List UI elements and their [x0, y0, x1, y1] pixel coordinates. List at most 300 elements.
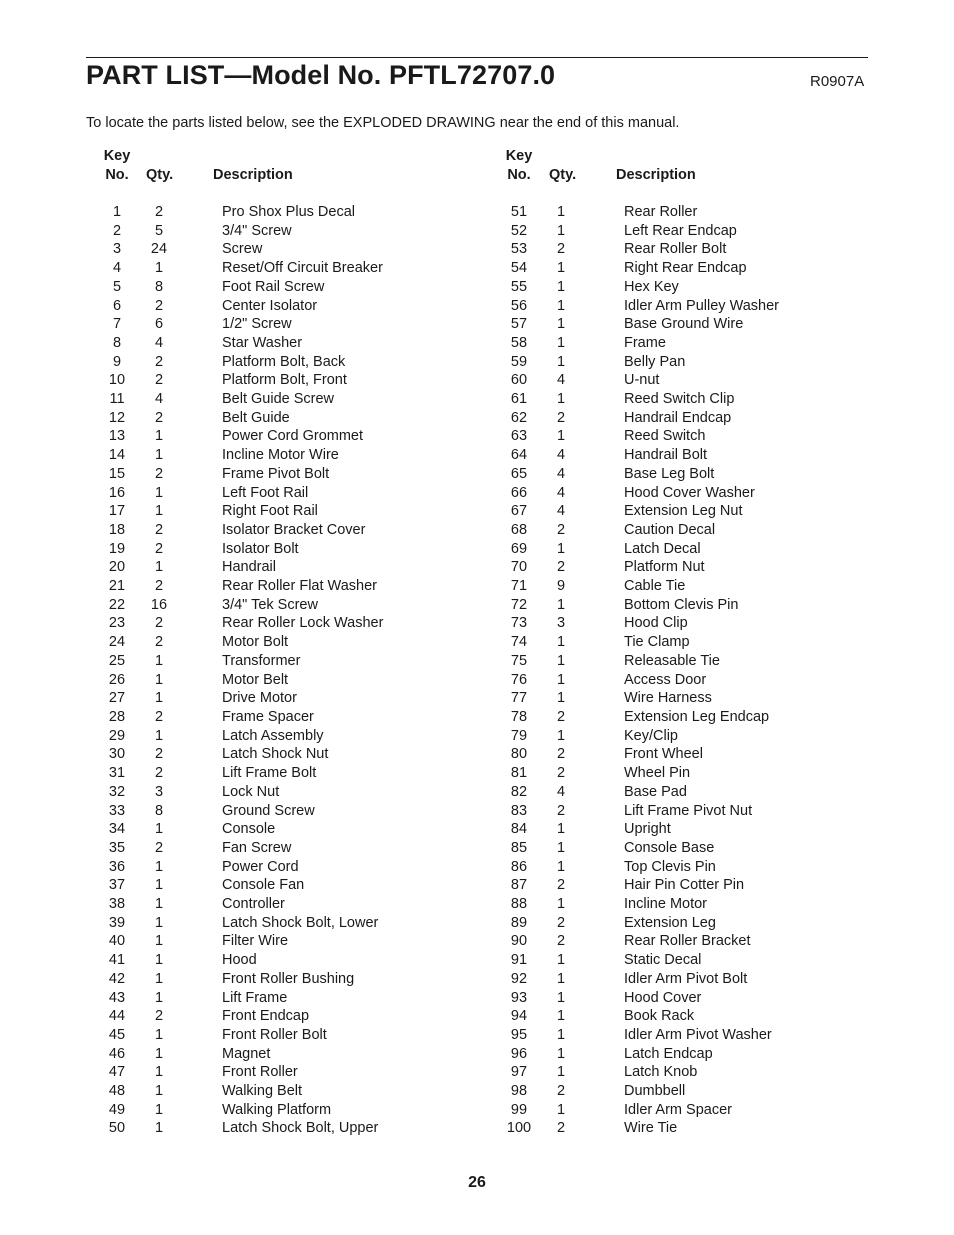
page-title: PART LIST—Model No. PFTL72707.0 [86, 60, 556, 90]
part-key-number: 75 [510, 652, 528, 669]
part-key-number: 3 [112, 241, 122, 258]
parts-row [497, 614, 877, 633]
part-quantity: 1 [556, 839, 566, 856]
part-quantity: 1 [556, 989, 566, 1006]
part-key-number: 89 [510, 914, 528, 931]
parts-row [95, 427, 475, 446]
part-key-number: 63 [510, 428, 528, 445]
parts-row [497, 1045, 877, 1064]
part-quantity: 1 [556, 428, 566, 445]
parts-row [95, 914, 475, 933]
part-key-number: 99 [510, 1101, 528, 1118]
part-quantity: 4 [154, 391, 164, 408]
right-header-key-line1: Key [505, 148, 533, 164]
part-key-number: 83 [510, 802, 528, 819]
part-description: Front Roller [222, 1064, 298, 1081]
part-description: Frame Spacer [222, 708, 314, 725]
part-quantity: 1 [556, 204, 566, 220]
parts-row [95, 203, 475, 222]
part-quantity: 1 [556, 260, 566, 277]
part-description: Base Ground Wire [624, 316, 744, 333]
parts-row [497, 783, 877, 802]
part-description: Base Pad [624, 783, 687, 800]
right-header-qty: Qty. [549, 167, 577, 183]
part-description: Rear Roller Bolt [624, 241, 727, 258]
part-description: Incline Motor [624, 896, 708, 913]
part-key-number: 48 [108, 1083, 126, 1100]
part-description: Console Fan [222, 877, 305, 894]
part-description: Magnet [222, 1045, 271, 1062]
part-key-number: 27 [108, 690, 126, 707]
part-key-number: 38 [108, 896, 126, 913]
part-key-number: 32 [108, 783, 126, 800]
parts-row [497, 914, 877, 933]
part-key-number: 80 [510, 746, 528, 763]
part-key-number: 10 [108, 372, 126, 389]
part-description: Latch Shock Bolt, Lower [222, 914, 379, 931]
parts-row [95, 334, 475, 353]
part-description: Motor Bolt [222, 634, 289, 651]
part-key-number: 78 [510, 708, 528, 725]
part-description: Handrail [222, 559, 276, 576]
parts-row [497, 689, 877, 708]
parts-row [95, 222, 475, 241]
parts-row [497, 1063, 877, 1082]
parts-row [497, 203, 877, 222]
part-description: Walking Platform [222, 1101, 332, 1118]
part-description: Base Leg Bolt [624, 465, 715, 482]
part-key-number: 45 [108, 1026, 126, 1043]
parts-row [497, 858, 877, 877]
part-key-number: 21 [108, 578, 126, 595]
part-description: Power Cord [222, 858, 299, 875]
part-description: Latch Endcap [624, 1045, 713, 1062]
part-description: Center Isolator [222, 297, 318, 314]
part-key-number: 60 [510, 372, 528, 389]
part-description: Idler Arm Spacer [624, 1101, 732, 1118]
part-key-number: 64 [510, 447, 528, 464]
parts-row [95, 315, 475, 334]
parts-row [95, 745, 475, 764]
part-key-number: 76 [510, 671, 528, 688]
parts-row [497, 652, 877, 671]
part-description: Reed Switch [624, 428, 706, 445]
part-key-number: 85 [510, 839, 528, 856]
part-quantity: 1 [154, 858, 164, 875]
part-quantity: 2 [556, 746, 566, 763]
part-quantity: 2 [154, 615, 164, 632]
part-quantity: 1 [556, 652, 566, 669]
part-description: Platform Bolt, Back [222, 353, 346, 370]
part-description: Caution Decal [624, 521, 716, 538]
part-quantity: 3 [556, 615, 566, 632]
part-quantity: 2 [556, 708, 566, 725]
part-quantity: 1 [154, 877, 164, 894]
part-key-number: 2 [112, 222, 122, 239]
part-key-number: 30 [108, 746, 126, 763]
part-quantity: 5 [154, 222, 164, 239]
parts-row [497, 315, 877, 334]
parts-row [497, 297, 877, 316]
part-quantity: 2 [556, 877, 566, 894]
left-header-qty: Qty. [146, 167, 174, 183]
part-description: Bottom Clevis Pin [624, 596, 739, 613]
part-key-number: 51 [510, 204, 528, 220]
part-description: Handrail Endcap [624, 409, 732, 426]
left-header-description: Description [213, 167, 293, 183]
part-description: Frame Pivot Bolt [222, 465, 330, 482]
part-description: Book Rack [624, 1008, 695, 1025]
part-quantity: 1 [556, 690, 566, 707]
parts-row [95, 297, 475, 316]
part-description: Rear Roller Bracket [624, 933, 751, 950]
part-key-number: 31 [108, 765, 126, 782]
parts-row [95, 633, 475, 652]
parts-row [497, 839, 877, 858]
part-key-number: 66 [510, 484, 528, 501]
part-key-number: 19 [108, 540, 126, 557]
parts-row [497, 745, 877, 764]
part-description: Releasable Tie [624, 652, 720, 669]
part-key-number: 37 [108, 877, 126, 894]
part-key-number: 13 [108, 428, 126, 445]
parts-row [95, 783, 475, 802]
parts-row [95, 484, 475, 503]
part-description: Foot Rail Screw [222, 278, 325, 295]
part-quantity: 3 [154, 783, 164, 800]
part-description: Ground Screw [222, 802, 315, 819]
part-description: Drive Motor [222, 690, 297, 707]
part-key-number: 9 [112, 353, 122, 370]
parts-row [95, 577, 475, 596]
part-description: Idler Arm Pivot Bolt [624, 970, 748, 987]
part-description: Front Endcap [222, 1008, 310, 1025]
part-key-number: 35 [108, 839, 126, 856]
part-key-number: 33 [108, 802, 126, 819]
part-key-number: 77 [510, 690, 528, 707]
part-quantity: 1 [154, 1120, 164, 1137]
part-description: Platform Nut [624, 559, 705, 576]
part-quantity: 4 [154, 334, 164, 351]
part-quantity: 1 [556, 1045, 566, 1062]
part-description: Left Foot Rail [222, 484, 309, 501]
parts-row [95, 858, 475, 877]
part-quantity: 1 [154, 690, 164, 707]
parts-row [95, 932, 475, 951]
part-key-number: 58 [510, 334, 528, 351]
part-description: Extension Leg Endcap [624, 708, 770, 725]
part-description: Motor Belt [222, 671, 289, 688]
part-description: Wheel Pin [624, 765, 691, 782]
part-description: Static Decal [624, 952, 702, 969]
part-quantity: 1 [154, 821, 164, 838]
part-quantity: 4 [556, 447, 566, 464]
part-description: Isolator Bolt [222, 540, 299, 557]
part-description: Tie Clamp [624, 634, 690, 651]
parts-row [497, 353, 877, 372]
part-quantity: 1 [556, 353, 566, 370]
part-key-number: 17 [108, 503, 126, 520]
part-key-number: 93 [510, 989, 528, 1006]
parts-row [497, 1082, 877, 1101]
part-quantity: 1 [556, 1026, 566, 1043]
part-description: Idler Arm Pulley Washer [624, 297, 779, 314]
part-description: 3/4" Screw [222, 222, 292, 239]
part-key-number: 1 [112, 204, 122, 220]
parts-row [95, 371, 475, 390]
parts-row [497, 596, 877, 615]
part-description: Latch Shock Bolt, Upper [222, 1120, 379, 1137]
parts-row [497, 577, 877, 596]
part-key-number: 61 [510, 391, 528, 408]
part-description: Hood [222, 952, 257, 969]
part-key-number: 22 [108, 596, 126, 613]
part-key-number: 88 [510, 896, 528, 913]
parts-row [95, 596, 475, 615]
page-number: 26 [468, 1174, 486, 1191]
part-key-number: 23 [108, 615, 126, 632]
right-parts-list [497, 203, 877, 1138]
part-key-number: 49 [108, 1101, 126, 1118]
part-description: Hood Cover [624, 989, 702, 1006]
parts-row [95, 1119, 475, 1138]
parts-row [95, 876, 475, 895]
part-key-number: 79 [510, 727, 528, 744]
part-key-number: 39 [108, 914, 126, 931]
part-quantity: 9 [556, 578, 566, 595]
part-key-number: 44 [108, 1008, 126, 1025]
part-key-number: 70 [510, 559, 528, 576]
part-quantity: 1 [154, 896, 164, 913]
part-description: 3/4" Tek Screw [222, 596, 318, 613]
part-quantity: 2 [154, 409, 164, 426]
part-quantity: 2 [556, 1120, 566, 1137]
part-key-number: 87 [510, 877, 528, 894]
parts-row [497, 371, 877, 390]
part-quantity: 2 [556, 1083, 566, 1100]
part-description: Incline Motor Wire [222, 447, 339, 464]
right-header-description: Description [616, 167, 696, 183]
part-description: Hex Key [624, 278, 679, 295]
parts-row [95, 540, 475, 559]
part-key-number: 73 [510, 615, 528, 632]
left-parts-list [95, 203, 475, 1138]
part-key-number: 100 [506, 1120, 532, 1137]
part-quantity: 4 [556, 503, 566, 520]
parts-row [497, 465, 877, 484]
part-key-number: 26 [108, 671, 126, 688]
part-quantity: 1 [154, 671, 164, 688]
parts-row [95, 689, 475, 708]
parts-row [497, 1026, 877, 1045]
parts-row [95, 839, 475, 858]
part-key-number: 54 [510, 260, 528, 277]
part-key-number: 82 [510, 783, 528, 800]
parts-row [497, 876, 877, 895]
part-quantity: 8 [154, 802, 164, 819]
intro-text: To locate the parts listed below, see the EXPLODED DRAWING near the end of this manual. [86, 115, 680, 131]
part-quantity: 1 [154, 1083, 164, 1100]
part-quantity: 1 [154, 428, 164, 445]
part-quantity: 2 [556, 765, 566, 782]
parts-row [497, 1119, 877, 1138]
parts-row [95, 1082, 475, 1101]
parts-row [497, 278, 877, 297]
part-quantity: 2 [154, 372, 164, 389]
part-description: Latch Knob [624, 1064, 698, 1081]
part-quantity: 1 [154, 970, 164, 987]
part-quantity: 1 [556, 278, 566, 295]
part-key-number: 46 [108, 1045, 126, 1062]
part-description: Latch Shock Nut [222, 746, 329, 763]
part-description: Lift Frame [222, 989, 288, 1006]
part-quantity: 2 [154, 708, 164, 725]
parts-row [497, 427, 877, 446]
part-quantity: 2 [154, 353, 164, 370]
part-description: Upright [624, 821, 671, 838]
part-key-number: 96 [510, 1045, 528, 1062]
part-quantity: 2 [556, 914, 566, 931]
part-description: Frame [624, 334, 666, 351]
part-description: Fan Screw [222, 839, 292, 856]
parts-row [95, 1101, 475, 1120]
part-quantity: 2 [556, 521, 566, 538]
part-description: Belt Guide Screw [222, 391, 335, 408]
part-key-number: 14 [108, 447, 126, 464]
part-key-number: 4 [112, 260, 122, 277]
parts-row [497, 540, 877, 559]
parts-row [497, 633, 877, 652]
left-header-key [95, 147, 139, 185]
part-description: Lock Nut [222, 783, 280, 800]
part-quantity: 1 [556, 821, 566, 838]
part-description: 1/2" Screw [222, 316, 292, 333]
part-key-number: 5 [112, 278, 122, 295]
part-quantity: 1 [154, 652, 164, 669]
part-quantity: 2 [154, 465, 164, 482]
part-description: U-nut [624, 372, 660, 389]
parts-row [497, 446, 877, 465]
part-key-number: 8 [112, 334, 122, 351]
parts-row [497, 764, 877, 783]
top-rule [86, 57, 868, 58]
part-key-number: 71 [510, 578, 528, 595]
part-key-number: 52 [510, 222, 528, 239]
parts-row [497, 727, 877, 746]
part-quantity: 1 [154, 559, 164, 576]
part-quantity: 1 [154, 1026, 164, 1043]
part-quantity: 1 [154, 914, 164, 931]
part-description: Isolator Bracket Cover [222, 521, 366, 538]
part-description: Belt Guide [222, 409, 290, 426]
parts-row [95, 727, 475, 746]
part-key-number: 74 [510, 634, 528, 651]
part-quantity: 1 [556, 634, 566, 651]
part-quantity: 24 [150, 241, 168, 258]
parts-row [497, 671, 877, 690]
part-description: Wire Tie [624, 1120, 678, 1137]
part-quantity: 1 [154, 1101, 164, 1118]
parts-row [95, 465, 475, 484]
part-quantity: 1 [556, 970, 566, 987]
parts-row [497, 502, 877, 521]
part-quantity: 1 [556, 540, 566, 557]
part-quantity: 2 [556, 933, 566, 950]
parts-row [95, 521, 475, 540]
part-key-number: 90 [510, 933, 528, 950]
part-key-number: 11 [109, 391, 125, 408]
parts-row [95, 446, 475, 465]
part-description: Cable Tie [624, 578, 686, 595]
part-key-number: 16 [108, 484, 126, 501]
parts-row [497, 521, 877, 540]
parts-row [95, 970, 475, 989]
part-description: Wire Harness [624, 690, 712, 707]
part-description: Reset/Off Circuit Breaker [222, 260, 383, 277]
part-description: Front Wheel [624, 746, 703, 763]
part-description: Pro Shox Plus Decal [222, 204, 355, 220]
part-key-number: 47 [108, 1064, 126, 1081]
part-description: Rear Roller Flat Washer [222, 578, 377, 595]
part-description: Console [222, 821, 276, 838]
part-key-number: 67 [510, 503, 528, 520]
parts-row [497, 951, 877, 970]
parts-row [95, 671, 475, 690]
part-description: Lift Frame Bolt [222, 765, 317, 782]
part-quantity: 2 [154, 204, 164, 220]
part-key-number: 42 [108, 970, 126, 987]
part-quantity: 1 [154, 503, 164, 520]
part-description: Latch Assembly [222, 727, 324, 744]
part-quantity: 4 [556, 465, 566, 482]
part-description: Right Rear Endcap [624, 260, 747, 277]
part-key-number: 50 [108, 1120, 126, 1137]
parts-row [95, 240, 475, 259]
parts-row [497, 240, 877, 259]
part-description: Hood Cover Washer [624, 484, 755, 501]
part-description: Transformer [222, 652, 301, 669]
part-key-number: 34 [108, 821, 126, 838]
parts-row [95, 1063, 475, 1082]
parts-row [497, 820, 877, 839]
part-quantity: 2 [556, 559, 566, 576]
part-description: Extension Leg [624, 914, 716, 931]
parts-row [95, 802, 475, 821]
part-quantity: 8 [154, 278, 164, 295]
part-quantity: 1 [556, 1101, 566, 1118]
left-header-key-line1: Key [103, 148, 131, 164]
parts-row [95, 502, 475, 521]
parts-row [95, 951, 475, 970]
part-description: Hair Pin Cotter Pin [624, 877, 745, 894]
part-quantity: 1 [154, 1045, 164, 1062]
parts-row [95, 558, 475, 577]
part-description: Reed Switch Clip [624, 391, 735, 408]
parts-row [497, 932, 877, 951]
parts-row [95, 895, 475, 914]
parts-row [95, 708, 475, 727]
part-key-number: 25 [108, 652, 126, 669]
parts-row [95, 278, 475, 297]
part-quantity: 1 [556, 391, 566, 408]
part-description: Lift Frame Pivot Nut [624, 802, 753, 819]
part-key-number: 65 [510, 465, 528, 482]
parts-row [497, 334, 877, 353]
part-quantity: 1 [556, 727, 566, 744]
part-quantity: 4 [556, 783, 566, 800]
part-quantity: 1 [154, 484, 164, 501]
part-key-number: 68 [510, 521, 528, 538]
